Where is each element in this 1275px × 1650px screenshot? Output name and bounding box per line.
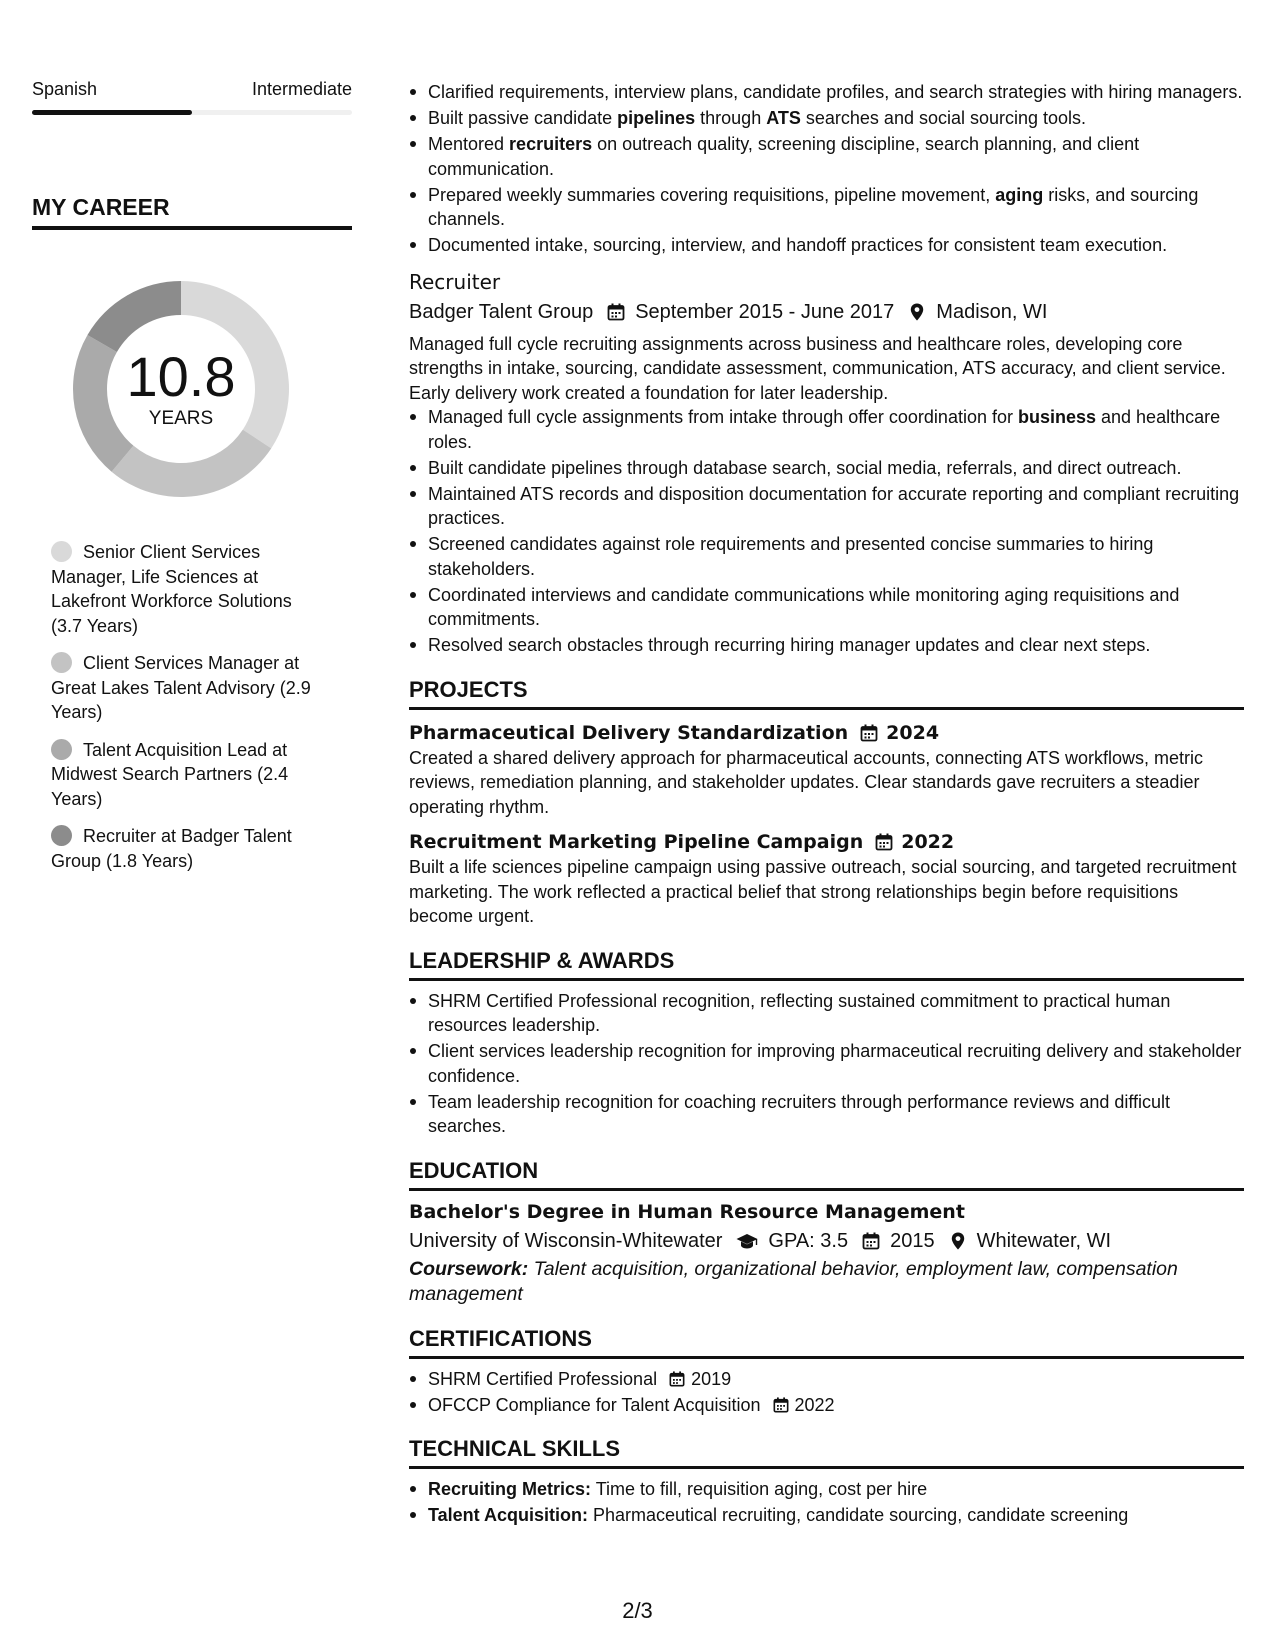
award-item: Client services leadership recognition for improving pharmaceutical recruiting delivery and stakeholder confidence.: [409, 1039, 1244, 1088]
education-school: University of Wisconsin-Whitewater: [409, 1229, 723, 1252]
bullet-item: [409, 183, 1244, 232]
legend-item: [51, 824, 322, 873]
bullet-text: Prepared weekly summaries covering requisitions, pipeline movement,: [428, 184, 996, 205]
bullet-text: Clarified requirements, interview plans, candidate profiles, and search strategies with hiring managers.: [428, 82, 1243, 102]
main-column: [409, 80, 1244, 1529]
education-gpa: GPA: 3.5: [768, 1229, 849, 1252]
leadership-list: [409, 989, 1244, 1139]
language-level: Intermediate: [251, 79, 352, 99]
project-title: Pharmaceutical Delivery Standardization: [409, 721, 849, 744]
project-description: Built a life sciences pipeline campaign using passive outreach, social sourcing, and targeted recruitment marketing. The work reflected a practical belief that strong relationships begin before requisitions become urgent.: [409, 857, 1237, 926]
page-number: 2/3: [622, 1598, 653, 1623]
award-item: SHRM Certified Professional recognition, reflecting sustained commitment to practical human resources leadership.: [409, 989, 1244, 1038]
legend-dot: [51, 825, 72, 846]
technical-skills-list: [409, 1477, 1244, 1528]
bullet-item: [409, 456, 1244, 481]
bullet-item: [409, 532, 1244, 581]
legend-item: [51, 651, 322, 725]
education-meta: [409, 1227, 1244, 1255]
skill-item: [409, 1503, 1244, 1528]
coursework-label: Coursework:: [409, 1257, 529, 1280]
bullet-text: Mentored: [428, 134, 510, 154]
bullet-bold: recruiters: [509, 134, 593, 154]
education-location: Whitewater, WI: [976, 1229, 1112, 1252]
bullet-text: risks, and sourcing channels.: [428, 184, 1199, 229]
bullet-item: [409, 132, 1244, 181]
graduation-cap-icon: [736, 1232, 758, 1250]
career-legend: [32, 540, 322, 873]
location-pin-icon: [949, 1232, 967, 1250]
certification-row: [428, 1393, 1244, 1418]
bullet-bold: pipelines: [617, 108, 696, 128]
bullet-text: Maintained ATS records and disposition documentation for accurate reporting and compliant recruiting practices.: [428, 483, 1240, 528]
bullet-text: Built candidate pipelines through database search, social media, referrals, and direct outreach.: [428, 457, 1182, 478]
technical-skills-heading: TECHNICAL SKILLS: [409, 1435, 1244, 1469]
certifications-list: [409, 1367, 1244, 1418]
bullet-bold: business: [1017, 407, 1097, 427]
legend-label: Client Services Manager at Great Lakes Talent Advisory (2.9 Years): [51, 653, 311, 722]
bullet-bold: aging: [995, 184, 1044, 205]
legend-item: [51, 540, 322, 638]
legend-item: [51, 738, 322, 812]
bullet-text: Built passive candidate: [428, 108, 618, 128]
project-title-row: [409, 720, 1244, 746]
leadership-heading: LEADERSHIP & AWARDS: [409, 947, 1244, 981]
bullet-item: [409, 233, 1244, 258]
bullet-item: [409, 633, 1244, 658]
job-bullets: [409, 405, 1244, 658]
bullet-text: on outreach quality, screening discipline, search planning, and client communication.: [428, 134, 1140, 179]
job-company: Badger Talent Group: [409, 300, 594, 323]
projects-heading: PROJECTS: [409, 676, 1244, 710]
language-row: [32, 78, 352, 100]
language-proficiency-fill: [32, 110, 192, 115]
certification-item: [409, 1367, 1244, 1392]
calendar-icon: [773, 1397, 789, 1413]
job-description: Managed full cycle recruiting assignments across business and healthcare roles, developing core strengths in intake, sourcing, candidate assessment, communication, ATS accuracy, and client service. Early delivery work created a foundation for later leadership.: [409, 333, 1226, 403]
project-title: Recruitment Marketing Pipeline Campaign: [409, 831, 864, 853]
bullet-item: [409, 482, 1244, 531]
calendar-icon: [862, 1232, 880, 1250]
bullet-item: [409, 80, 1244, 105]
career-heading: MY CAREER: [32, 193, 352, 230]
bullet-text: Resolved search obstacles through recurring hiring manager updates and clear next steps.: [428, 635, 1151, 655]
legend-dot: [51, 739, 72, 760]
legend-label: Recruiter at Badger Talent Group (1.8 Years): [51, 826, 292, 871]
bullet-item: [409, 405, 1244, 454]
bullet-text: and healthcare roles.: [428, 407, 1221, 452]
legend-dot: [51, 652, 72, 673]
education-year: 2015: [890, 1229, 935, 1252]
coursework-text: Talent acquisition, organizational behavior, employment law, compensation management: [409, 1257, 1178, 1305]
calendar-icon: [607, 303, 625, 321]
bullet-item: [409, 106, 1244, 131]
job-meta: [409, 298, 1244, 326]
legend-label: Talent Acquisition Lead at Midwest Search Partners (2.4 Years): [51, 739, 289, 809]
skill-value: Pharmaceutical recruiting, candidate sourcing, candidate screening: [588, 1505, 1129, 1525]
bullet-text: searches and social sourcing tools.: [800, 108, 1087, 128]
language-name: Spanish: [32, 79, 98, 99]
bullet-text: Coordinated interviews and candidate communications while monitoring aging requisitions and commitments.: [428, 584, 1180, 629]
certification-year: 2019: [691, 1368, 732, 1389]
skill-item: [409, 1477, 1244, 1502]
award-item: Team leadership recognition for coaching recruiters through performance reviews and difficult searches.: [409, 1090, 1244, 1139]
education-coursework: [409, 1257, 1244, 1307]
certification-row: [428, 1367, 1244, 1392]
project-title-row: [409, 829, 1244, 855]
bullet-text: through: [695, 108, 767, 128]
legend-label: Senior Client Services Manager, Life Sciences at Lakefront Workforce Solutions (3.7 Years): [51, 542, 292, 636]
calendar-icon: [875, 833, 893, 851]
previous-job-bullets: [409, 80, 1244, 258]
career-total-years: 10.8: [126, 345, 236, 408]
skill-value: Time to fill, requisition aging, cost per hire: [591, 1479, 928, 1499]
project-description: Created a shared delivery approach for pharmaceutical accounts, connecting ATS workflows, metric reviews, remediation planning, and stakeholder updates. Clear standards gave recruiters a steadier operating rhythm.: [409, 747, 1204, 817]
calendar-icon: [860, 724, 878, 742]
projects-list: [409, 720, 1244, 929]
education-degree: Bachelor's Degree in Human Resource Management: [409, 1200, 965, 1223]
skill-label: Talent Acquisition:: [428, 1505, 588, 1525]
job-dates: September 2015 - June 2017: [635, 300, 895, 323]
job-location: Madison, WI: [936, 300, 1048, 323]
donut-center: [66, 274, 296, 504]
career-total-unit: YEARS: [148, 408, 214, 429]
bullet-item: [409, 583, 1244, 632]
education-heading: EDUCATION: [409, 1157, 1244, 1191]
skill-label: Recruiting Metrics:: [428, 1479, 592, 1499]
bullet-text: Managed full cycle assignments from intake through offer coordination for: [428, 407, 1018, 427]
certifications-heading: CERTIFICATIONS: [409, 1325, 1244, 1359]
location-pin-icon: [908, 303, 926, 321]
language-proficiency-bar: [32, 110, 352, 115]
bullet-text: Documented intake, sourcing, interview, and handoff practices for consistent team execution.: [428, 235, 1168, 255]
career-donut-chart: [66, 274, 296, 504]
project-year: 2022: [901, 831, 955, 853]
bullet-text: Screened candidates against role requirements and presented concise summaries to hiring stakeholders.: [428, 534, 1154, 579]
legend-dot: [51, 541, 72, 562]
certification-item: [409, 1393, 1244, 1418]
certification-year: 2022: [794, 1394, 835, 1415]
bullet-bold: ATS: [766, 108, 801, 128]
project-year: 2024: [886, 721, 940, 744]
sidebar: [32, 78, 352, 886]
certification-name: OFCCP Compliance for Talent Acquisition: [428, 1394, 761, 1415]
job-title: Recruiter: [409, 269, 501, 294]
calendar-icon: [669, 1371, 685, 1387]
certification-name: SHRM Certified Professional: [428, 1368, 658, 1389]
